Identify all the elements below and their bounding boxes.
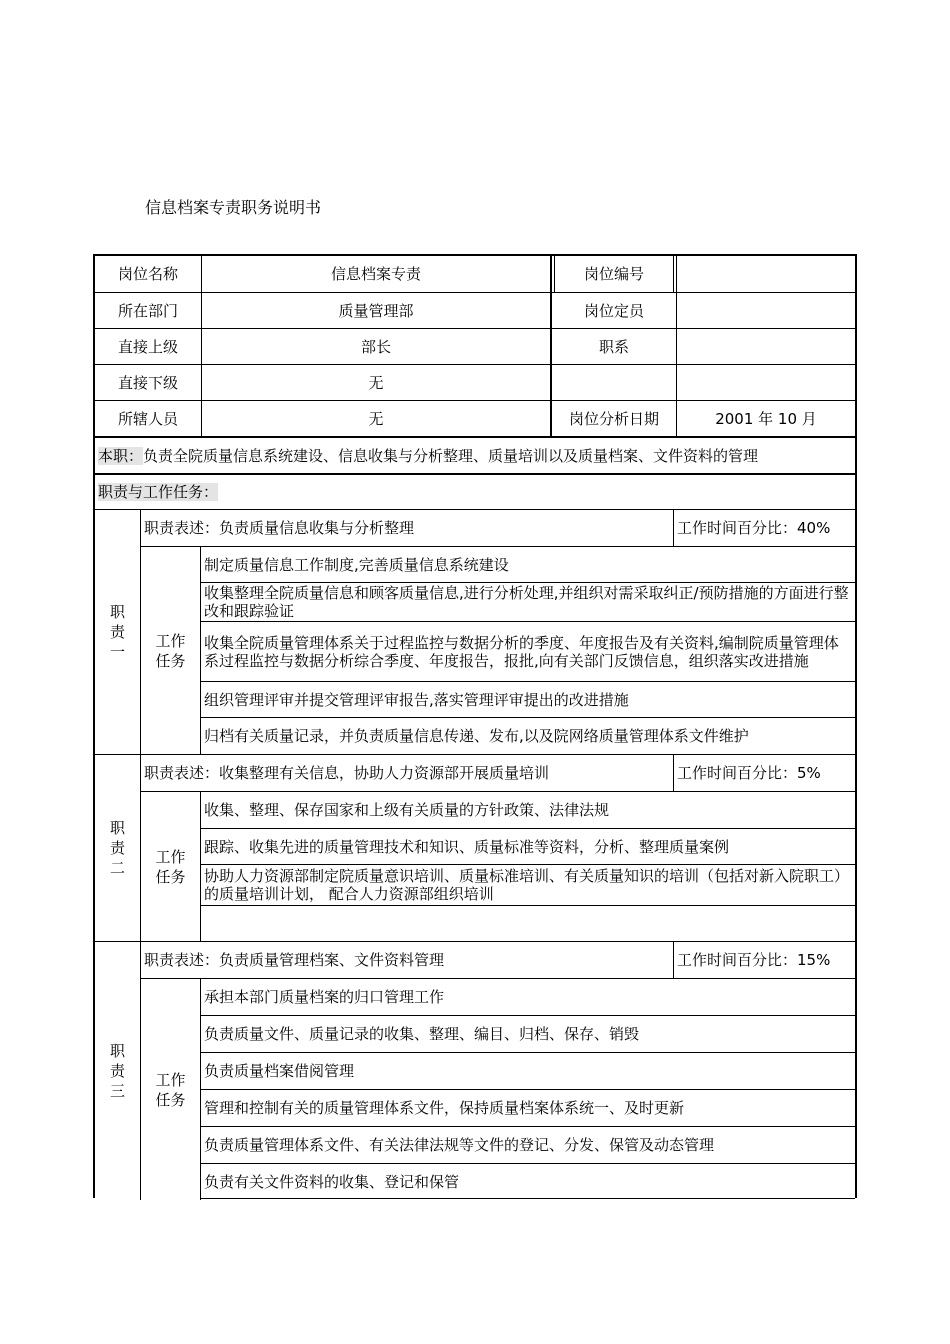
duty-1-label: 职 责 一	[109, 603, 125, 661]
value-position-name: 信息档案专责	[330, 265, 421, 283]
duty-3-time: 工作时间百分比：15%	[677, 951, 831, 969]
document-title: 信息档案专责职务说明书	[145, 198, 322, 217]
label-job-family: 职系	[598, 337, 629, 356]
duty-3-task-5: 负责质量管理体系文件、有关法律法规等文件的登记、分发、保管及动态管理	[204, 1136, 715, 1154]
duty-1-task-1: 制定质量信息工作制度,完善质量信息系统建设	[204, 555, 509, 574]
label-department: 所在部门	[117, 301, 178, 320]
core-duty-row	[95, 438, 855, 473]
duty-1-time: 工作时间百分比：40%	[677, 519, 831, 537]
duty-3-task-6: 负责有关文件资料的收集、登记和保管	[204, 1173, 460, 1191]
label-position-name: 岗位名称	[117, 265, 178, 283]
duties-header-row	[95, 475, 855, 509]
core-duty-label: 本职：	[98, 446, 144, 465]
duty-3-task-4: 管理和控制有关的质量管理体系文件，保持质量档案体系统一、及时更新	[204, 1099, 685, 1117]
label-managed-staff: 所辖人员	[117, 409, 178, 428]
label-supervisor: 直接上级	[117, 337, 178, 356]
duty-1-task-2: 收集整理全院质量信息和顾客质量信息,进行分析处理,并组织对需采取纠正/预防措施的方面进行整改和跟踪验证	[204, 584, 849, 620]
duty-2-description: 职责表述：收集整理有关信息，协助人力资源部开展质量培训	[144, 764, 550, 782]
duty-2-task-1: 收集、整理、保存国家和上级有关质量的方针政策、法律法规	[204, 801, 610, 819]
label-headcount: 岗位定员	[583, 301, 644, 320]
duty-2-task-3: 协助人力资源部制定院质量意识培训、质量标准培训、有关质量知识的培训（包括对新入院职工）的质量培训计划， 配合人力资源部组织培训	[204, 867, 850, 903]
value-managed-staff: 无	[368, 409, 384, 428]
value-supervisor: 部长	[360, 337, 391, 356]
value-job-family	[677, 329, 855, 364]
value-department: 质量管理部	[338, 301, 414, 320]
duty-2-task-2: 跟踪、收集先进的质量管理技术和知识、质量标准等资料，分析、整理质量案例	[204, 837, 730, 856]
duty-2-label: 职 责 二	[109, 819, 125, 877]
job-description-form	[93, 254, 857, 1198]
value-analysis-date: 2001 年 10 月	[715, 409, 817, 428]
value-position-code	[677, 256, 855, 292]
value-subordinate: 无	[368, 373, 384, 392]
duty-1-description: 职责表述：负责质量信息收集与分析整理	[144, 519, 415, 537]
duty-1-task-label: 工作 任务	[155, 631, 186, 670]
duty-1-task-4: 组织管理评审并提交管理评审报告,落实管理评审提出的改进措施	[204, 690, 629, 709]
value-empty	[677, 365, 855, 400]
duty-2-task-label: 工作 任务	[155, 847, 186, 886]
label-position-code: 岗位编号	[583, 265, 644, 283]
duty-3-task-3: 负责质量档案借阅管理	[204, 1062, 355, 1080]
value-headcount	[677, 293, 855, 328]
duties-header-label: 职责与工作任务：	[98, 483, 219, 501]
duty-2-time: 工作时间百分比：5%	[677, 764, 821, 782]
duty-3-task-label: 工作 任务	[155, 1070, 186, 1109]
duty-3-task-2: 负责质量文件、质量记录的收集、整理、编目、归档、保存、销毁	[204, 1025, 640, 1043]
duty-1-task-3: 收集全院质量管理体系关于过程监控与数据分析的季度、年度报告及有关资料,编制院质量管理体系过程监控与数据分析综合季度、年度报告，报批,向有关部门反馈信息，组织落实改进措施	[204, 633, 839, 670]
duty-2-task-4	[201, 906, 855, 941]
core-duty-text: 负责全院质量信息系统建设、信息收集与分析整理、质量培训以及质量档案、文件资料的管理	[143, 446, 759, 465]
duty-1-task-5: 归档有关质量记录，并负责质量信息传递、发布,以及院网络质量管理体系文件维护	[204, 727, 749, 745]
label-empty	[552, 365, 676, 400]
duty-3-description: 职责表述：负责质量管理档案、文件资料管理	[144, 951, 445, 969]
duty-3-task-1: 承担本部门质量档案的归口管理工作	[204, 988, 445, 1006]
label-analysis-date: 岗位分析日期	[568, 409, 659, 428]
duty-3-label: 职 责 三	[109, 1042, 125, 1100]
label-subordinate: 直接下级	[117, 373, 178, 392]
